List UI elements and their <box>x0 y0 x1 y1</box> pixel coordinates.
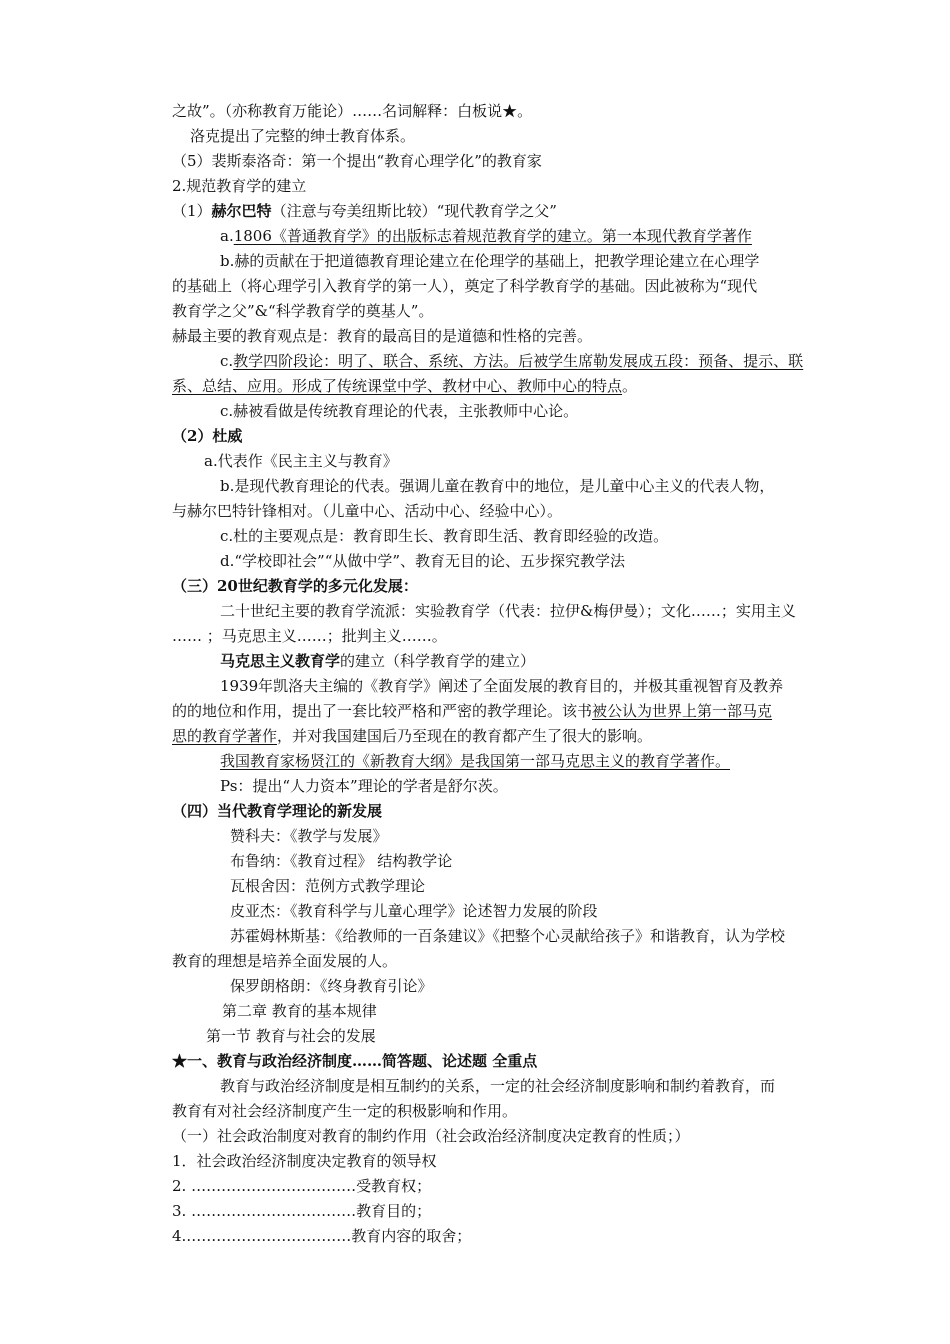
text-line: 1939年凯洛夫主编的《教育学》阐述了全面发展的教育目的，并极其重视智育及教养 <box>220 677 784 695</box>
list-item: 1．社会政治经济制度决定教育的领导权 <box>172 1152 437 1170</box>
text-line: 之故”。（亦称教育万能论）……名词解释：白板说★。 <box>172 102 533 120</box>
text-line: 瓦根舍因：范例方式教学理论 <box>230 877 426 895</box>
section-heading: 2.规范教育学的建立 <box>172 177 307 195</box>
text-line: c.杜的主要观点是：教育即生长、教育即生活、教育即经验的改造。 <box>220 527 669 545</box>
text-line: …… ；马克思主义……；批判主义……。 <box>172 627 447 645</box>
text-line: 赞科夫：《教学与发展》 <box>230 827 388 845</box>
text-line: 洛克提出了完整的绅士教育体系。 <box>190 127 416 145</box>
text-line: c.赫被看做是传统教育理论的代表，主张教师中心论。 <box>220 402 579 420</box>
text-line: 教育与政治经济制度是相互制约的关系，一定的社会经济制度影响和制约着教育，而 <box>220 1077 776 1095</box>
text-line: 皮亚杰：《教育科学与儿童心理学》论述智力发展的阶段 <box>230 902 598 920</box>
section-title: 第一节 教育与社会的发展 <box>206 1027 376 1045</box>
text-line: b.赫的贡献在于把道德教育理论建立在伦理学的基础上，把教学理论建立在心理学 <box>220 252 760 270</box>
text-line: 教育的理想是培养全面发展的人。 <box>172 952 398 970</box>
text-line: Ps：提出“人力资本”理论的学者是舒尔茨。 <box>220 777 508 795</box>
text-line: b.是现代教育理论的代表。强调儿童在教育中的地位，是儿童中心主义的代表人物， <box>220 477 775 495</box>
list-item: 2. ……………………………受教育权； <box>172 1177 432 1195</box>
text-line: a.1806《普通教育学》的出版标志着规范教育学的建立。第一本现代教育学著作 <box>220 227 752 245</box>
text-line: 二十世纪主要的教育学流派：实验教育学（代表：拉伊&梅伊曼）；文化……；实用主义 <box>220 602 796 620</box>
chapter-title: 第二章 教育的基本规律 <box>222 1002 377 1020</box>
section-heading: ★一、教育与政治经济制度……简答题、论述题 全重点 <box>172 1052 538 1070</box>
list-item: 3. ……………………………教育目的； <box>172 1202 432 1220</box>
text-line: 布鲁纳：《教育过程》 结构教学论 <box>230 852 453 870</box>
text-line: d.“学校即社会”“从做中学”、教育无目的论、五步探究教学法 <box>220 552 626 570</box>
text-line: 我国教育家杨贤江的《新教育大纲》是我国第一部马克思主义的教育学著作。 <box>220 752 731 770</box>
text-line: 系、总结、应用。形成了传统课堂中学、教材中心、教师中心的特点。 <box>172 377 638 395</box>
subsection-heading: （2）杜威 <box>172 427 243 445</box>
section-heading: （四）当代教育学理论的新发展 <box>172 802 383 820</box>
text-line: 的的地位和作用，提出了一套比较严格和严密的教学理论。该书被公认为世界上第一部马克 <box>172 702 773 720</box>
text-line: a.代表作《民主主义与教育》 <box>204 452 398 470</box>
text-line: 马克思主义教育学的建立（科学教育学的建立） <box>220 652 536 670</box>
text-line: （一）社会政治制度对教育的制约作用（社会政治经济制度决定教育的性质；） <box>172 1127 690 1145</box>
list-item: 4.……………………………教育内容的取舍； <box>172 1227 472 1245</box>
text-line: 思的教育学著作，并对我国建国后乃至现在的教育都产生了很大的影响。 <box>172 727 653 745</box>
text-line: 保罗朗格朗：《终身教育引论》 <box>230 977 433 995</box>
text-line: c.教学四阶段论：明了、联合、系统、方法。后被学生席勒发展成五段：预备、提示、联 <box>220 352 804 370</box>
subsection-heading: （1）赫尔巴特（注意与夸美纽斯比较）“现代教育学之父” <box>172 202 557 220</box>
text-line: 赫最主要的教育观点是：教育的最高目的是道德和性格的完善。 <box>172 327 593 345</box>
text-line: 与赫尔巴特针锋相对。（儿童中心、活动中心、经验中心）。 <box>172 502 563 520</box>
text-line: 教育有对社会经济制度产生一定的积极影响和作用。 <box>172 1102 518 1120</box>
section-heading: （三）20世纪教育学的多元化发展： <box>172 577 418 595</box>
text-line: 教育学之父”&“科学教育学的奠基人”。 <box>172 302 434 320</box>
text-line: 苏霍姆林斯基：《给教师的一百条建议》《把整个心灵献给孩子》和谐教育，认为学校 <box>230 927 786 945</box>
text-line: 的基础上（将心理学引入教育学的第一人），奠定了科学教育学的基础。因此被称为“现代 <box>172 277 758 295</box>
text-line: （5）裴斯泰洛奇：第一个提出“教育心理学化”的教育家 <box>172 152 542 170</box>
